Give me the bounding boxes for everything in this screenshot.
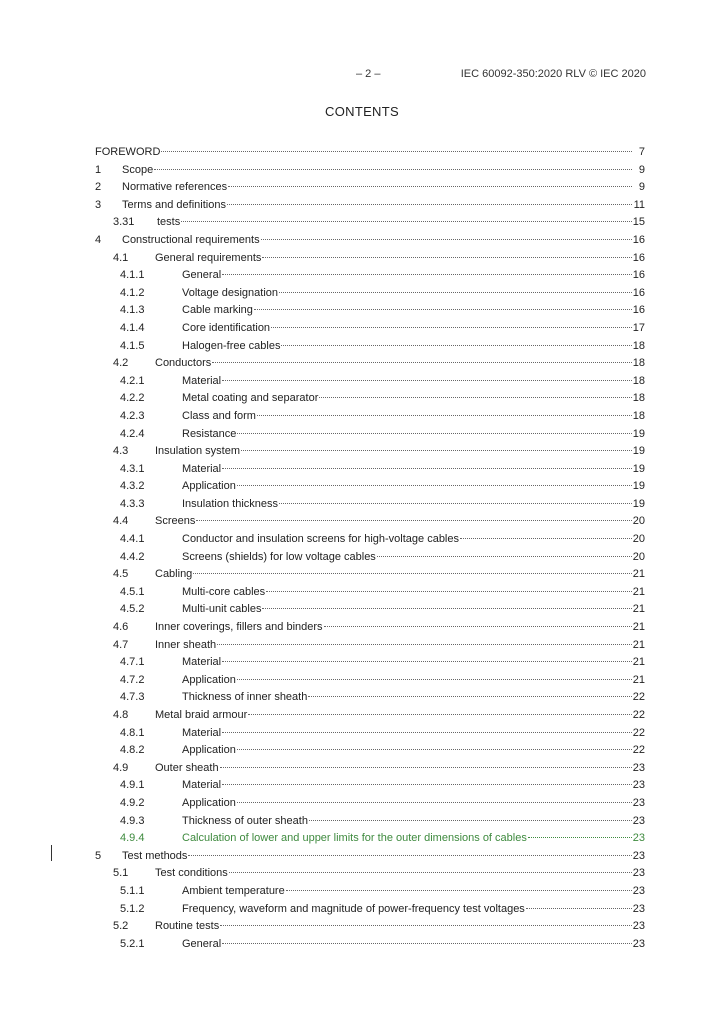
toc-entry-number: 4.4 <box>113 515 129 528</box>
toc-entry-number: 5.1.1 <box>120 884 145 897</box>
toc-entry-page: 23 <box>632 867 645 880</box>
toc-entry[interactable] <box>95 478 645 496</box>
toc-entry-page: 16 <box>632 233 645 246</box>
toc-entry-page: 23 <box>632 937 645 950</box>
toc-entry[interactable] <box>95 461 645 479</box>
toc-entry-title: Thickness of inner sheath <box>182 691 308 704</box>
toc-entry-number: 4.5 <box>113 568 129 581</box>
toc-entry-page: 16 <box>632 251 645 264</box>
toc-entry[interactable] <box>95 601 645 619</box>
toc-entry-foreword[interactable] <box>95 144 645 162</box>
toc-entry-title: Terms and definitions <box>122 198 226 211</box>
toc-entry-title: Application <box>182 744 236 757</box>
toc-entry-page: 19 <box>632 497 645 510</box>
toc-entry-page: 18 <box>632 357 645 370</box>
toc-entry-page: 22 <box>632 744 645 757</box>
toc-entry[interactable] <box>95 707 645 725</box>
toc-entry[interactable] <box>95 426 645 444</box>
toc-entry-title: Material <box>182 374 222 387</box>
toc-entry[interactable] <box>95 584 645 602</box>
toc-entry[interactable] <box>95 496 645 514</box>
toc-entry-page: 20 <box>632 550 645 563</box>
toc-entry[interactable] <box>95 813 645 831</box>
toc-entry-page: 21 <box>632 568 645 581</box>
toc-entry[interactable] <box>95 267 645 285</box>
toc-entry[interactable] <box>95 390 645 408</box>
toc-entry-page: 18 <box>632 374 645 387</box>
toc-entry-number: 4.9.4 <box>120 832 145 845</box>
toc-entry-title: Material <box>182 656 222 669</box>
toc-entry-title: Test methods <box>122 849 188 862</box>
toc-entry-title: Constructional requirements <box>122 233 260 246</box>
toc-entry-title: Test conditions <box>155 867 228 880</box>
toc-entry-page: 23 <box>632 814 645 827</box>
toc-entry-title: Conductor and insulation screens for high-voltage cables <box>182 533 459 546</box>
toc-entry-number: 4.9 <box>113 761 129 774</box>
toc-entry-page: 20 <box>632 515 645 528</box>
toc-entry-page: 19 <box>632 427 645 440</box>
toc-entry-title: Insulation thickness <box>182 497 278 510</box>
toc-entry-title: Thickness of outer sheath <box>182 814 308 827</box>
toc-entry-page: 22 <box>632 691 645 704</box>
toc-entry-title: tests <box>157 216 181 229</box>
toc-entry-title: Halogen-free cables <box>182 339 281 352</box>
toc-entry[interactable] <box>95 355 645 373</box>
toc-entry-number: 4.2.2 <box>120 392 145 405</box>
toc-entry-title: Calculation of lower and upper limits for the outer dimensions of cables <box>182 832 527 845</box>
toc-entry-page: 18 <box>632 339 645 352</box>
toc-entry-page: 23 <box>632 920 645 933</box>
toc-entry[interactable] <box>95 250 645 268</box>
toc-entry-title: Material <box>182 462 222 475</box>
toc-entry-page: 19 <box>632 445 645 458</box>
toc-entry[interactable] <box>95 918 645 936</box>
toc-entry-number: 4.7.2 <box>120 673 145 686</box>
toc-entry-number: 4.3.3 <box>120 497 145 510</box>
toc-entry-modified[interactable] <box>95 830 645 848</box>
toc-entry-number: 4.1 <box>113 251 129 264</box>
toc-entry-number: 4.2.3 <box>120 409 145 422</box>
toc-entry-number: 5.1.2 <box>120 902 145 915</box>
toc-entry-page: 23 <box>632 884 645 897</box>
toc-entry-title: General requirements <box>155 251 262 264</box>
toc-entry-page: 22 <box>632 709 645 721</box>
toc-entry-number: 4.8.1 <box>120 726 145 739</box>
toc-entry[interactable] <box>95 320 645 338</box>
toc-entry-page: 18 <box>632 392 645 405</box>
toc-entry[interactable] <box>95 162 645 180</box>
toc-entry-number: 4.1.2 <box>120 286 145 299</box>
toc-entry-page: 17 <box>632 321 645 334</box>
toc-entry-page: 16 <box>632 269 645 282</box>
toc-entry-page: 9 <box>638 163 645 176</box>
toc-entry-number: 4.5.1 <box>120 585 145 598</box>
toc-entry-number: 4 <box>95 233 102 246</box>
toc-entry-page: 21 <box>632 603 645 616</box>
toc-entry-title: Core identification <box>182 321 271 334</box>
toc-entry-number: 4.5.2 <box>120 603 145 616</box>
toc-entry-page: 19 <box>632 462 645 475</box>
toc-entry-page: 7 <box>638 146 645 158</box>
toc-entry-number: 3.31 <box>113 216 135 229</box>
toc-entry[interactable] <box>95 637 645 655</box>
table-of-contents <box>95 144 645 953</box>
toc-entry[interactable] <box>95 531 645 549</box>
toc-entry-title: General <box>182 937 222 950</box>
toc-entry[interactable] <box>95 883 645 901</box>
toc-entry-number: 5.2 <box>113 920 129 933</box>
toc-entry-title: Material <box>182 726 222 739</box>
toc-entry[interactable] <box>95 936 645 954</box>
toc-entry-title: Inner coverings, fillers and binders <box>155 621 323 634</box>
toc-entry[interactable] <box>95 285 645 303</box>
toc-entry-title: Ambient temperature <box>182 884 285 897</box>
toc-entry-title: Inner sheath <box>155 638 217 651</box>
toc-entry[interactable] <box>95 338 645 356</box>
toc-entry-number: 4.9.2 <box>120 796 145 809</box>
toc-entry[interactable] <box>95 672 645 690</box>
toc-entry[interactable] <box>95 443 645 461</box>
toc-entry-title: Application <box>182 673 236 686</box>
toc-entry-page: 16 <box>632 286 645 299</box>
toc-entry-title: Voltage designation <box>182 286 279 299</box>
toc-entry-number: 4.9.3 <box>120 814 145 827</box>
toc-entry-title: Screens <box>155 515 196 528</box>
toc-entry-title: Metal coating and separator <box>182 392 319 405</box>
toc-entry-page: 23 <box>632 796 645 809</box>
toc-entry-title: Multi-unit cables <box>182 603 262 616</box>
toc-entry-number: 4.7 <box>113 638 129 651</box>
toc-entry-number: 4.8 <box>113 709 129 721</box>
toc-entry-title: Cable marking <box>182 304 253 317</box>
toc-entry-number: 4.4.2 <box>120 550 145 563</box>
toc-entry-title: Insulation system <box>155 445 240 458</box>
toc-entry-number: 5 <box>95 849 102 862</box>
toc-entry-page: 19 <box>632 480 645 493</box>
toc-entry-number: 5.1 <box>113 867 129 880</box>
toc-entry[interactable] <box>95 232 645 250</box>
toc-entry[interactable] <box>95 214 645 232</box>
toc-entry-number: 4.6 <box>113 621 129 634</box>
toc-entry[interactable] <box>95 408 645 426</box>
toc-entry-number: 4.2 <box>113 357 129 370</box>
toc-entry-title: Multi-core cables <box>182 585 266 598</box>
toc-entry-number: 4.7.3 <box>120 691 145 704</box>
toc-entry-page: 20 <box>632 533 645 546</box>
toc-entry[interactable] <box>95 742 645 760</box>
toc-entry-number: 2 <box>95 181 102 194</box>
toc-entry[interactable] <box>95 654 645 672</box>
toc-entry[interactable] <box>95 302 645 320</box>
toc-entry-number: 5.2.1 <box>120 937 145 950</box>
toc-entry-number: 4.2.4 <box>120 427 145 440</box>
toc-entry-number: 4.1.5 <box>120 339 145 352</box>
toc-entry[interactable] <box>95 725 645 743</box>
toc-entry-number: 3 <box>95 198 102 211</box>
toc-entry-page: 23 <box>632 902 645 915</box>
toc-entry-number: 4.1.3 <box>120 304 145 317</box>
toc-entry-number: 4.3 <box>113 445 129 458</box>
toc-entry-page: 23 <box>632 761 645 774</box>
toc-entry-page: 21 <box>632 638 645 651</box>
toc-entry-number: 4.3.2 <box>120 480 145 493</box>
toc-entry[interactable] <box>95 777 645 795</box>
toc-entry-number: 4.4.1 <box>120 533 145 546</box>
toc-entry-title: General <box>182 269 222 282</box>
toc-entry-title: Routine tests <box>155 920 220 933</box>
toc-entry-number: 4.9.1 <box>120 779 145 792</box>
toc-entry-number: 4.2.1 <box>120 374 145 387</box>
toc-entry-number: 4.7.1 <box>120 656 145 669</box>
toc-entry-page: 11 <box>633 198 645 211</box>
toc-entry-title: FOREWORD <box>95 146 161 158</box>
toc-entry[interactable] <box>95 848 645 866</box>
toc-entry-number: 1 <box>95 163 102 176</box>
toc-entry-title: Class and form <box>182 409 256 422</box>
toc-entry[interactable] <box>95 689 645 707</box>
toc-entry-page: 22 <box>632 726 645 739</box>
toc-entry[interactable] <box>95 760 645 778</box>
toc-entry-number: 4.1.4 <box>120 321 145 334</box>
toc-entry-title: Scope <box>122 163 154 176</box>
toc-entry-title: Frequency, waveform and magnitude of power-frequency test voltages <box>182 902 525 915</box>
page-number: – 2 – <box>356 68 381 80</box>
toc-entry-page: 15 <box>632 216 645 229</box>
toc-entry-number: 4.1.1 <box>120 269 145 282</box>
toc-entry-number: 4.8.2 <box>120 744 145 757</box>
toc-entry[interactable] <box>95 865 645 883</box>
toc-entry-title: Resistance <box>182 427 237 440</box>
toc-entry[interactable] <box>95 795 645 813</box>
toc-entry[interactable] <box>95 179 645 197</box>
change-bar <box>51 845 52 861</box>
toc-entry-title: Normative references <box>122 181 228 194</box>
page-title: CONTENTS <box>325 104 399 119</box>
toc-entry[interactable] <box>95 197 645 215</box>
toc-entry[interactable] <box>95 513 645 531</box>
toc-entry-title: Metal braid armour <box>155 709 248 721</box>
toc-entry-title: Conductors <box>155 357 212 370</box>
toc-entry[interactable] <box>95 901 645 919</box>
toc-entry-page: 21 <box>632 585 645 598</box>
toc-entry-page: 21 <box>632 673 645 686</box>
toc-entry-page: 21 <box>632 656 645 669</box>
toc-entry-page: 21 <box>632 621 645 634</box>
document-id: IEC 60092-350:2020 RLV © IEC 2020 <box>460 68 646 80</box>
toc-entry[interactable] <box>95 373 645 391</box>
toc-entry-page: 23 <box>632 849 645 862</box>
toc-entry[interactable] <box>95 566 645 584</box>
toc-entry-title: Application <box>182 480 236 493</box>
toc-entry-title: Screens (shields) for low voltage cables <box>182 550 376 563</box>
toc-entry-title: Cabling <box>155 568 193 581</box>
toc-entry[interactable] <box>95 549 645 567</box>
toc-entry-page: 18 <box>632 409 645 422</box>
toc-entry-title: Outer sheath <box>155 761 219 774</box>
toc-entry-page: 23 <box>632 832 645 845</box>
toc-entry-page: 16 <box>632 304 645 317</box>
toc-entry-number: 4.3.1 <box>120 462 145 475</box>
toc-entry-title: Application <box>182 796 236 809</box>
toc-entry-title: Material <box>182 779 222 792</box>
toc-entry-page: 23 <box>632 779 645 792</box>
toc-entry-page: 9 <box>638 181 645 194</box>
toc-entry[interactable] <box>95 619 645 637</box>
